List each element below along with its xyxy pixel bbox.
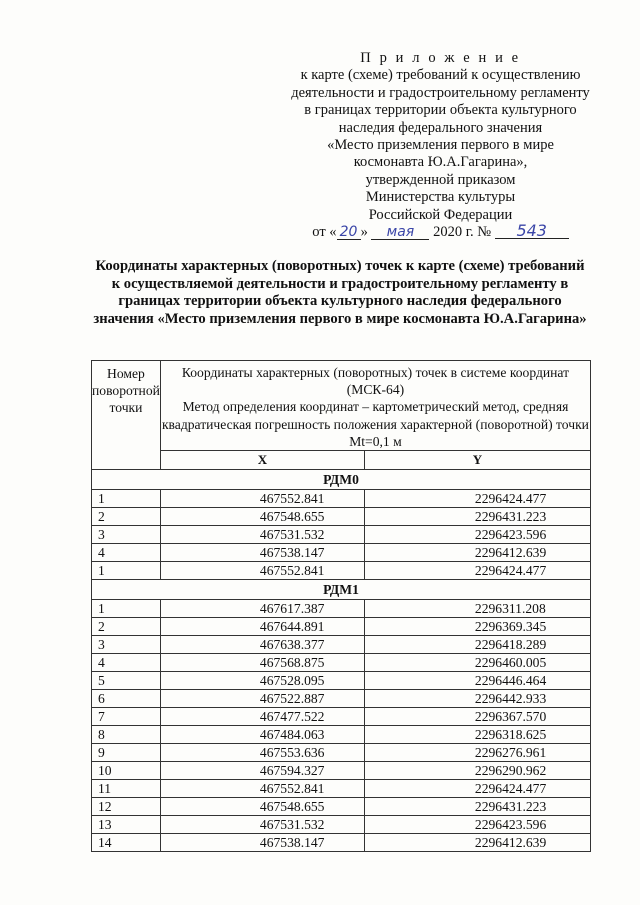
group-row [92, 580, 591, 600]
header-coordinates [160, 361, 590, 451]
date-mid: » [360, 224, 368, 241]
point-number-cell: 4 [92, 654, 161, 672]
point-number-cell: 11 [92, 780, 161, 798]
table-row [92, 526, 591, 544]
table-row [92, 654, 591, 672]
group-row [92, 470, 591, 490]
y-coordinate-cell: 2296431.223 [364, 798, 590, 816]
table-row [92, 508, 591, 526]
x-coordinate-cell: 467552.841 [160, 562, 364, 580]
x-coordinate-cell: 467538.147 [160, 834, 364, 852]
y-coordinate-cell: 2296423.596 [364, 816, 590, 834]
x-coordinate-cell: 467477.522 [160, 708, 364, 726]
order-date-line [268, 221, 613, 241]
x-coordinate-cell: 467638.377 [160, 636, 364, 654]
point-number-cell: 10 [92, 762, 161, 780]
y-coordinate-cell: 2296418.289 [364, 636, 590, 654]
point-number-cell: 8 [92, 726, 161, 744]
x-coordinate-cell: 467531.532 [160, 816, 364, 834]
point-number-cell: 5 [92, 672, 161, 690]
header-method: Метод определения координат – картометрический метод, средняя квадратическая погрешность положения характерной (поворотной) точки Mt=0,1 м [161, 399, 589, 449]
appendix-line: «Место приземления первого в мире [327, 137, 554, 154]
table-row [92, 490, 591, 508]
y-coordinate-cell: 2296318.625 [364, 726, 590, 744]
x-coordinate-cell: 467552.841 [160, 490, 364, 508]
appendix-line: в границах территории объекта культурного [304, 102, 577, 119]
x-coordinate-cell: 467644.891 [160, 618, 364, 636]
x-coordinate-cell: 467553.636 [160, 744, 364, 762]
appendix-line: космонавта Ю.А.Гагарина», [353, 154, 528, 171]
table-row [92, 544, 591, 562]
x-coordinate-cell: 467552.841 [160, 780, 364, 798]
point-number-cell: 6 [92, 690, 161, 708]
coordinates-table [91, 360, 591, 852]
x-coordinate-cell: 467484.063 [160, 726, 364, 744]
group-name: РДМ1 [92, 580, 591, 600]
handwritten-month: мая [371, 225, 429, 240]
table-row [92, 562, 591, 580]
y-coordinate-cell: 2296276.961 [364, 744, 590, 762]
appendix-block [268, 50, 613, 241]
x-coordinate-cell: 467538.147 [160, 544, 364, 562]
point-number-cell: 2 [92, 618, 161, 636]
y-coordinate-cell: 2296442.933 [364, 690, 590, 708]
y-coordinate-cell: 2296423.596 [364, 526, 590, 544]
table-row [92, 726, 591, 744]
table-row [92, 672, 591, 690]
y-coordinate-cell: 2296412.639 [364, 544, 590, 562]
point-number-cell: 3 [92, 636, 161, 654]
year-text: 2020 г. № [433, 224, 492, 241]
y-coordinate-cell: 2296369.345 [364, 618, 590, 636]
point-number-cell: 9 [92, 744, 161, 762]
appendix-title: П р и л о ж е н и е [360, 50, 521, 66]
table-row [92, 618, 591, 636]
y-coordinate-cell: 2296367.570 [364, 708, 590, 726]
column-x-header: X [160, 451, 364, 470]
y-coordinate-cell: 2296412.639 [364, 834, 590, 852]
xy-header-row [92, 451, 591, 470]
table-row [92, 636, 591, 654]
table-row [92, 744, 591, 762]
appendix-line: утвержденной приказом [365, 171, 516, 188]
point-number-cell: 2 [92, 508, 161, 526]
point-number-cell: 1 [92, 600, 161, 618]
table-row [92, 834, 591, 852]
y-coordinate-cell: 2296424.477 [364, 562, 590, 580]
y-coordinate-cell: 2296424.477 [364, 490, 590, 508]
y-coordinate-cell: 2296311.208 [364, 600, 590, 618]
table-row [92, 762, 591, 780]
table-row [92, 816, 591, 834]
y-coordinate-cell: 2296290.962 [364, 762, 590, 780]
point-number-cell: 14 [92, 834, 161, 852]
appendix-line: деятельности и градостроительному регламенту [291, 84, 590, 101]
header-coord-system: Координаты характерных (поворотных) точек в системе координат (МСК-64) [181, 365, 570, 398]
point-number-cell: 1 [92, 490, 161, 508]
table-row [92, 600, 591, 618]
y-coordinate-cell: 2296446.464 [364, 672, 590, 690]
point-number-cell: 12 [92, 798, 161, 816]
document-title: Координаты характерных (поворотных) точек к карте (схеме) требований к осуществляемой деятельности и градостроительному регламенту в границах территории объекта культурного наследия федерального значения «Место приземления первого в мире космонавта Ю.А.Гагарина» [93, 258, 587, 327]
x-coordinate-cell: 467548.655 [160, 508, 364, 526]
table-row [92, 798, 591, 816]
date-prefix: от « [312, 224, 337, 241]
x-coordinate-cell: 467568.875 [160, 654, 364, 672]
x-coordinate-cell: 467548.655 [160, 798, 364, 816]
table-row [92, 708, 591, 726]
handwritten-day: 20 [337, 225, 361, 240]
x-coordinate-cell: 467617.387 [160, 600, 364, 618]
appendix-line: к карте (схеме) требований к осуществлению [300, 67, 581, 84]
table-row [92, 780, 591, 798]
point-number-cell: 13 [92, 816, 161, 834]
point-number-cell: 3 [92, 526, 161, 544]
group-name: РДМ0 [92, 470, 591, 490]
x-coordinate-cell: 467531.532 [160, 526, 364, 544]
table-row [92, 690, 591, 708]
handwritten-order-number: 543 [495, 224, 569, 239]
column-y-header: Y [364, 451, 590, 470]
point-number-cell: 4 [92, 544, 161, 562]
appendix-line: наследия федерального значения [338, 119, 543, 136]
point-number-cell: 7 [92, 708, 161, 726]
y-coordinate-cell: 2296460.005 [364, 654, 590, 672]
y-coordinate-cell: 2296424.477 [364, 780, 590, 798]
x-coordinate-cell: 467594.327 [160, 762, 364, 780]
header-point-number: Номер поворотной точки [92, 361, 161, 470]
appendix-line: Российской Федерации [368, 206, 513, 223]
y-coordinate-cell: 2296431.223 [364, 508, 590, 526]
appendix-line: Министерства культуры [365, 189, 516, 206]
x-coordinate-cell: 467528.095 [160, 672, 364, 690]
point-number-cell: 1 [92, 562, 161, 580]
table-header-row [92, 361, 591, 451]
x-coordinate-cell: 467522.887 [160, 690, 364, 708]
